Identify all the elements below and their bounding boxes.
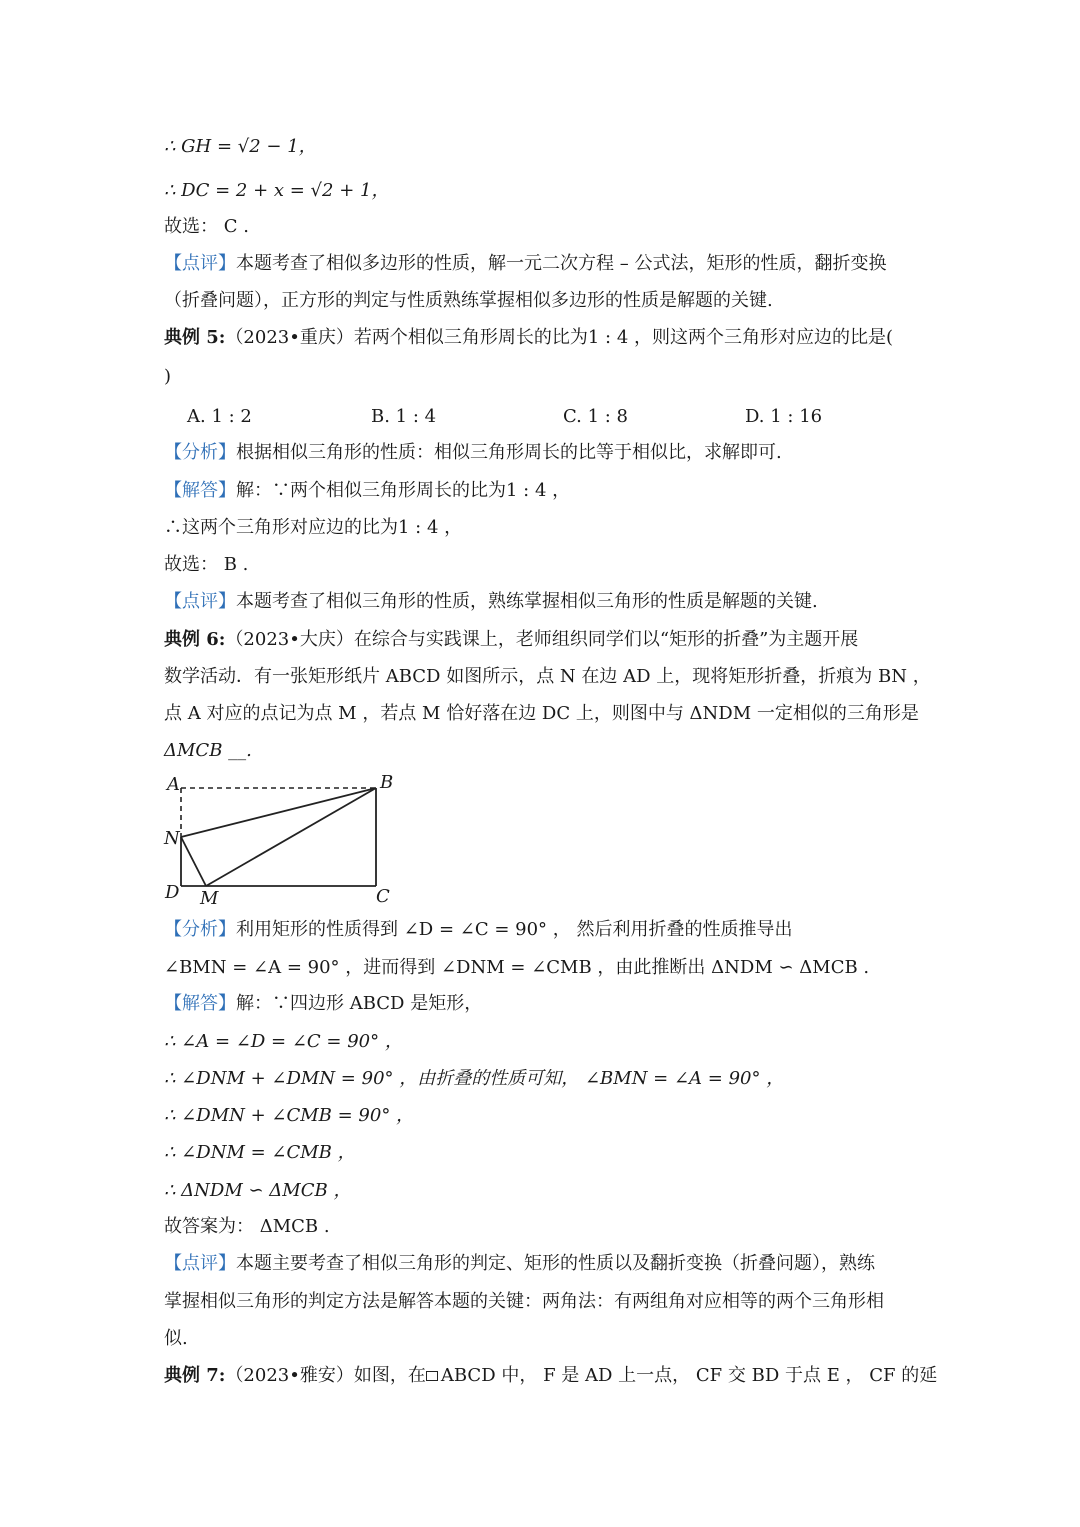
label-b: B [380, 772, 394, 793]
rectangle-fold-figure [160, 768, 410, 910]
label-d: D [165, 882, 180, 903]
example-5-review [164, 589, 924, 615]
example-7-label: 典例 7: [164, 1365, 226, 1386]
example-6-line3: 点 A 对应的点记为点 M ，若点 M 恰好落在边 DC 上，则图中与 ΔNDM 一定相似的三角形是 [164, 703, 919, 724]
answer-line-2: ∴ ∠A = ∠D = ∠C = 90° ， [164, 1031, 403, 1052]
label-n: N [164, 828, 180, 849]
answer-line-6: ∴ ΔNDM ∽ ΔMCB ， [164, 1180, 352, 1201]
option-b: B. 1 : 4 [371, 406, 437, 427]
label-m: M [200, 888, 219, 909]
label-c: C [376, 886, 390, 907]
example-5-analysis [164, 440, 924, 466]
example-5-text: （2023•重庆）若两个相似三角形周长的比为1 : 4 ，则这两个三角形对应边的比是( [225, 327, 894, 348]
answer-line-4: ∴ ∠DMN + ∠CMB = 90° ， [164, 1105, 415, 1126]
example-6-review [164, 1251, 924, 1277]
answer-tag: 【解答】 [164, 480, 236, 501]
example-7-text-a: （2023•雅安）如图，在 [225, 1365, 426, 1386]
example-6-text: （2023•大庆）在综合与实践课上，老师组织同学们以“矩形的折叠”为主题开展 [225, 629, 859, 650]
review-text-line2: （折叠问题），正方形的判定与性质熟练掌握相似多边形的性质是解题的关键. [164, 290, 773, 311]
example-5-label: 典例 5: [164, 327, 226, 348]
solution-choose: 故选： C . [164, 216, 249, 237]
label-a: A [167, 774, 180, 795]
crease-bn [181, 788, 376, 837]
review-text: 本题主要考查了相似三角形的判定、矩形的性质以及翻折变换（折叠问题），熟练 [236, 1253, 875, 1274]
answer-line-3: ∴ ∠DNM + ∠DMN = 90° ，由折叠的性质可知， ∠BMN = ∠A = 90° ， [164, 1068, 785, 1089]
answer-final: 故答案为： ΔMCB . [164, 1216, 330, 1237]
example-5-answer-line2: ∴这两个三角形对应边的比为1 : 4 ， [164, 517, 463, 538]
example-5-choose: 故选： B . [164, 554, 249, 575]
example-5-question [164, 325, 924, 351]
answer-text: 解：∵两个相似三角形周长的比为1 : 4 ， [236, 480, 571, 501]
example-7-question [164, 1363, 938, 1389]
example-6-label: 典例 6: [164, 629, 226, 650]
edge-nm [181, 837, 206, 886]
example-6-analysis-line2: ∠BMN = ∠A = 90° ，进而得到 ∠DNM = ∠CMB ，由此推断出 ΔNDM ∽ ΔMCB . [164, 957, 870, 978]
review-tag: 【点评】 [164, 1253, 236, 1274]
answer-text: 解：∵四边形 ABCD 是矩形， [236, 993, 483, 1014]
solution-line-dc: ∴ DC = 2 + x = √2 + 1， [164, 180, 390, 201]
review-tag: 【点评】 [164, 591, 236, 612]
example-6-review-line2: 掌握相似三角形的判定方法是解答本题的关键：两角法：有两组角对应相等的两个三角形相 [164, 1291, 884, 1312]
analysis-text: 根据相似三角形的性质：相似三角形周长的比等于相似比，求解即可. [236, 442, 782, 463]
example-6-answer [164, 991, 924, 1017]
example-6-review-line3: 似. [164, 1328, 188, 1349]
example-5-answer [164, 478, 924, 504]
analysis-tag: 【分析】 [164, 919, 236, 940]
example-6-line4: ΔMCB __. [164, 740, 252, 761]
review-tag: 【点评】 [164, 253, 236, 274]
option-a: A. 1 : 2 [187, 406, 252, 427]
review-block [164, 251, 924, 277]
solution-line-gh: ∴ GH = √2 − 1， [164, 136, 317, 157]
example-5-close: ) [164, 366, 172, 387]
answer-tag: 【解答】 [164, 993, 236, 1014]
example-7-text-b: ABCD 中， F 是 AD 上一点， CF 交 BD 于点 E ， CF 的延 [440, 1365, 938, 1386]
analysis-tag: 【分析】 [164, 442, 236, 463]
review-text: 本题考查了相似三角形的性质，熟练掌握相似三角形的性质是解题的关键. [236, 591, 818, 612]
answer-line-5: ∴ ∠DNM = ∠CMB ， [164, 1142, 356, 1163]
option-d: D. 1 : 16 [745, 406, 823, 427]
example-6-question [164, 627, 924, 653]
parallelogram-icon [426, 1371, 438, 1381]
analysis-text: 利用矩形的性质得到 ∠D = ∠C = 90° ， 然后利用折叠的性质推导出 [236, 919, 793, 940]
review-text: 本题考查了相似多边形的性质，解一元二次方程 – 公式法，矩形的性质，翻折变换 [236, 253, 887, 274]
example-6-analysis [164, 917, 924, 943]
edge-mb [206, 788, 376, 886]
option-c: C. 1 : 8 [563, 406, 628, 427]
example-6-line2: 数学活动．有一张矩形纸片 ABCD 如图所示，点 N 在边 AD 上，现将矩形折叠，折痕为 BN ， [164, 666, 931, 687]
